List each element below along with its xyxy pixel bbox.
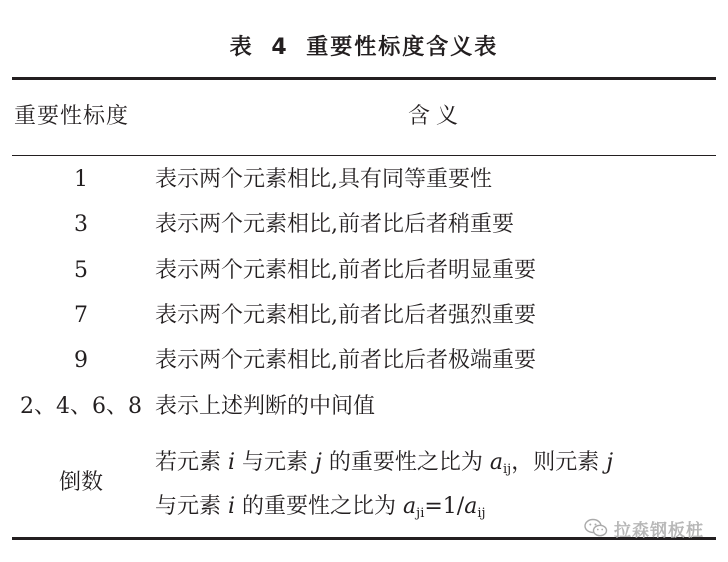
line1-text-3: 的重要性之比为 <box>321 450 490 475</box>
row-4-meaning: 表示两个元素相比,前者比后者强烈重要 <box>155 303 536 328</box>
watermark <box>584 516 704 540</box>
line1-text-4: ，则元素 <box>511 450 607 475</box>
var-a-3: a <box>464 494 478 519</box>
sub-ij: ij <box>503 462 512 477</box>
header-scale: 重要性标度 <box>14 104 130 129</box>
var-j: j <box>315 450 322 475</box>
wechat-icon <box>584 518 608 538</box>
var-a: a <box>489 450 503 475</box>
table-title: 表 4 重要性标度含义表 <box>229 35 499 60</box>
sub-ji: ji <box>416 506 425 521</box>
top-rule <box>12 77 716 80</box>
watermark-text: 拉森钢板桩 <box>614 520 704 541</box>
var-i-2: i <box>228 494 236 519</box>
row-6-scale: 2、4、6、8 <box>20 394 142 419</box>
row-7-scale: 倒数 <box>58 470 103 495</box>
var-i: i <box>228 450 236 475</box>
row-6-meaning: 表示上述判断的中间值 <box>155 394 376 419</box>
row-5-meaning: 表示两个元素相比,前者比后者极端重要 <box>155 348 536 373</box>
var-j-2: j <box>606 450 614 475</box>
row-7-meaning-line1 <box>155 449 613 484</box>
row-1-meaning: 表示两个元素相比,具有同等重要性 <box>155 167 492 192</box>
line2-text-2: 的重要性之比为 <box>235 494 404 519</box>
row-1-scale: 1 <box>74 167 88 192</box>
header-rule <box>12 155 716 156</box>
row-2-meaning: 表示两个元素相比,前者比后者稍重要 <box>155 212 514 237</box>
row-5-scale: 9 <box>74 348 88 373</box>
row-3-scale: 5 <box>74 258 88 283</box>
row-3-meaning: 表示两个元素相比,前者比后者明显重要 <box>155 258 536 283</box>
sub-ij-2: ij <box>477 506 486 521</box>
row-7-meaning-line2 <box>155 493 486 528</box>
line1-text-1: 若元素 <box>155 450 228 475</box>
line2-text-3: =1/ <box>424 494 465 519</box>
var-a-2: a <box>403 494 417 519</box>
header-meaning: 含义 <box>408 104 465 129</box>
row-2-scale: 3 <box>74 212 88 237</box>
line1-text-2: 与元素 <box>235 450 316 475</box>
row-4-scale: 7 <box>74 303 88 328</box>
line2-text-1: 与元素 <box>155 494 228 519</box>
